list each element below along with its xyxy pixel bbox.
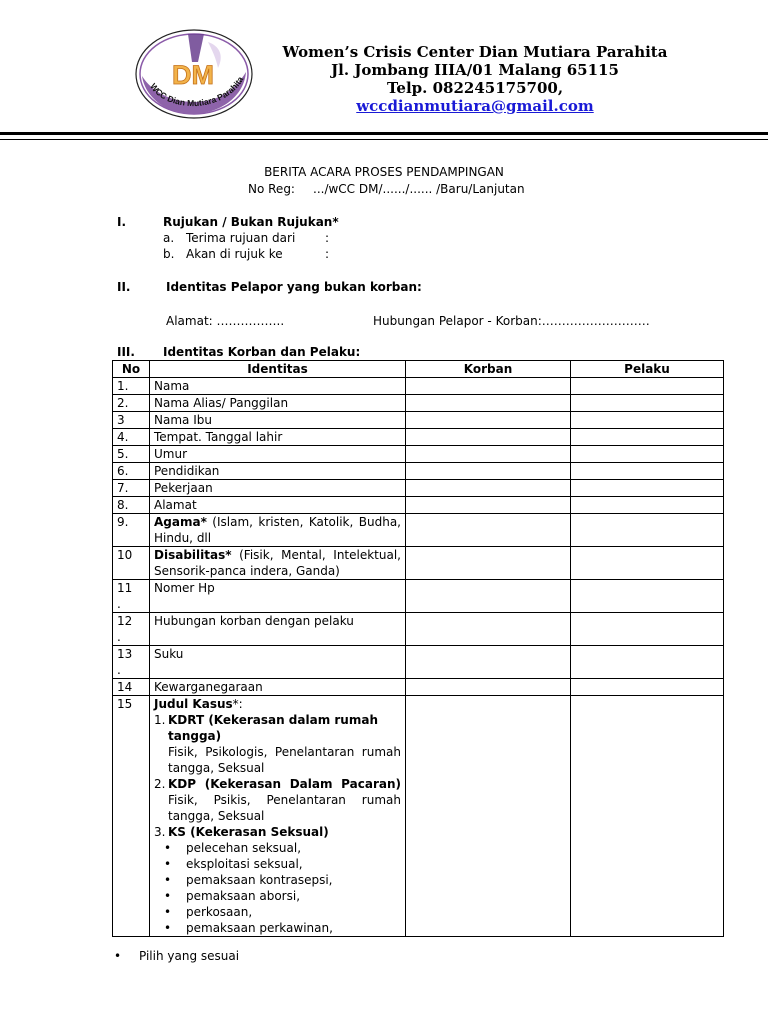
row-number-main: 11: [117, 581, 133, 595]
org-email-link[interactable]: wccdianmutiara@gmail.com: [356, 97, 594, 115]
case-item-detail: Fisik, Psikologis, Penelantaran rumah tangga, Seksual: [168, 745, 401, 775]
row-number: 8.: [113, 497, 150, 514]
noreg-label: No Reg:: [248, 182, 295, 196]
row-label: Tempat. Tanggal lahir: [150, 429, 406, 446]
section-2-title: Identitas Pelapor yang bukan korban:: [166, 280, 422, 294]
footnote-text: Pilih yang sesuai: [139, 949, 240, 963]
case-item-detail: Fisik, Psikis, Penelantaran rumah tangga, Seksual: [168, 793, 401, 823]
pelaku-cell[interactable]: [571, 395, 724, 412]
col-header-identitas: Identitas: [150, 361, 406, 378]
korban-cell[interactable]: [406, 679, 571, 696]
row-number: 2.: [113, 395, 150, 412]
table-row: [113, 378, 724, 395]
korban-cell[interactable]: [406, 547, 571, 580]
row-label: Nama Alias/ Panggilan: [150, 395, 406, 412]
item-a-colon: :: [325, 231, 330, 245]
case-item-heading: KDRT (Kekerasan dalam rumah tangga): [168, 713, 378, 743]
pelaku-cell[interactable]: [571, 480, 724, 497]
item-b-colon: :: [325, 247, 330, 261]
logo-ring-text: WCC Dian Mutiara Parahita: [148, 74, 246, 109]
table-row: [113, 514, 724, 547]
row-number: 1.: [113, 378, 150, 395]
table-row: [113, 463, 724, 480]
row-number: 5.: [113, 446, 150, 463]
table-row: [113, 446, 724, 463]
pelaku-cell[interactable]: [571, 646, 724, 679]
pelaku-cell[interactable]: [571, 679, 724, 696]
row-label: [150, 514, 406, 547]
row-label: Nama: [150, 378, 406, 395]
row-number: 14: [113, 679, 150, 696]
section-1-number: I.: [117, 215, 127, 229]
letterhead: [260, 43, 690, 115]
section-1-title: Rujukan / Bukan Rujukan*: [163, 215, 339, 229]
list-item: • pemaksaan kontrasepsi,: [164, 872, 401, 888]
row-number: 15: [113, 696, 150, 937]
row-number: [113, 613, 150, 646]
case-type-title-suffix: *:: [232, 697, 243, 711]
table-row: [113, 480, 724, 497]
row-number: [113, 580, 150, 613]
row-label-options: (Fisik, Mental, Intelektual, Sensorik-panca indera, Ganda): [154, 548, 401, 578]
pelaku-cell[interactable]: [571, 514, 724, 547]
org-name: Women’s Crisis Center Dian Mutiara Parahita: [282, 43, 668, 61]
pelaku-cell[interactable]: [571, 446, 724, 463]
section-3-number: III.: [117, 345, 135, 359]
row-label: Umur: [150, 446, 406, 463]
pelaku-cell[interactable]: [571, 412, 724, 429]
footnote-bullet-icon: •: [114, 949, 122, 963]
section-2-number: II.: [117, 280, 131, 294]
section-3-title: Identitas Korban dan Pelaku:: [163, 345, 361, 359]
pelaku-cell[interactable]: [571, 463, 724, 480]
row-label: Pekerjaan: [150, 480, 406, 497]
item-b-letter: b.: [163, 247, 175, 261]
row-number: 4.: [113, 429, 150, 446]
document-title: BERITA ACARA PROSES PENDAMPINGAN: [264, 165, 504, 179]
reporter-address-field: Alamat: ……………..: [166, 314, 285, 328]
pelaku-cell[interactable]: [571, 696, 724, 937]
pelaku-cell[interactable]: [571, 547, 724, 580]
korban-cell[interactable]: [406, 497, 571, 514]
reporter-relation-field: Hubungan Pelapor - Korban:………………………: [373, 314, 650, 328]
case-item-heading: KDP (Kekerasan Dalam Pacaran): [168, 777, 401, 791]
case-item-number: 3.: [154, 825, 166, 839]
row-number: [113, 646, 150, 679]
table-row: [113, 613, 724, 646]
list-item: • perkosaan,: [164, 904, 401, 920]
row-label: Kewarganegaraan: [150, 679, 406, 696]
row-label-options: (Islam, kristen, Katolik, Budha, Hindu, dll: [154, 515, 401, 545]
table-row-case-type: [113, 696, 724, 937]
korban-cell[interactable]: [406, 446, 571, 463]
case-item-ks: [154, 824, 401, 840]
list-item: • pemaksaan perkawinan,: [164, 920, 401, 936]
row-number-dot: .: [117, 630, 121, 644]
case-item-number: 2.: [154, 777, 166, 791]
row-number-main: 12: [117, 614, 133, 628]
row-number-main: 13: [117, 647, 133, 661]
case-type-title-bold: Judul Kasus: [154, 697, 233, 711]
row-label: Alamat: [150, 497, 406, 514]
org-phone: Telp. 082245175700,: [386, 79, 564, 97]
row-label: Nama Ibu: [150, 412, 406, 429]
korban-cell[interactable]: [406, 580, 571, 613]
col-header-pelaku: Pelaku: [571, 361, 724, 378]
org-address: Jl. Jombang IIIA/01 Malang 65115: [331, 61, 619, 79]
case-type-title: [154, 696, 401, 712]
row-label-bold: Disabilitas*: [154, 548, 232, 562]
pelaku-cell[interactable]: [571, 378, 724, 395]
row-number: 3: [113, 412, 150, 429]
korban-cell[interactable]: [406, 412, 571, 429]
col-header-no: No: [113, 361, 150, 378]
table-row: [113, 412, 724, 429]
row-label: Hubungan korban dengan pelaku: [150, 613, 406, 646]
list-item: • pemaksaan aborsi,: [164, 888, 401, 904]
pelaku-cell[interactable]: [571, 613, 724, 646]
korban-cell[interactable]: [406, 480, 571, 497]
table-row: [113, 395, 724, 412]
pelaku-cell[interactable]: [571, 497, 724, 514]
list-item: • pelecehan seksual,: [164, 840, 401, 856]
korban-cell[interactable]: [406, 514, 571, 547]
korban-cell[interactable]: [406, 395, 571, 412]
row-label: [150, 547, 406, 580]
case-item-kdp: [154, 776, 401, 824]
table-row: [113, 646, 724, 679]
case-type-cell: [150, 696, 406, 937]
wcc-logo: [134, 28, 254, 120]
row-number-dot: .: [117, 597, 121, 611]
item-a-letter: a.: [163, 231, 175, 245]
item-a-label: Terima rujuan dari: [186, 231, 296, 245]
list-item: • eksploitasi seksual,: [164, 856, 401, 872]
row-number-dot: .: [117, 663, 121, 677]
logo-initials: DM: [172, 60, 214, 90]
ks-subtype-list: [154, 840, 401, 936]
row-number: 6.: [113, 463, 150, 480]
row-number: 9.: [113, 514, 150, 547]
noreg-value: .../wCC DM/....../...... /Baru/Lanjutan: [313, 182, 525, 196]
korban-cell[interactable]: [406, 613, 571, 646]
item-b-label: Akan di rujuk ke: [186, 247, 283, 261]
table-row: [113, 497, 724, 514]
header-divider: [0, 132, 768, 135]
identity-table: [112, 360, 724, 937]
col-header-korban: Korban: [406, 361, 571, 378]
row-number: 7.: [113, 480, 150, 497]
table-row: [113, 429, 724, 446]
row-label: Suku: [150, 646, 406, 679]
korban-cell[interactable]: [406, 646, 571, 679]
row-label-bold: Agama*: [154, 515, 207, 529]
table-header-row: [113, 361, 724, 378]
case-item-number: 1.: [154, 713, 166, 727]
case-item-kdrt: [154, 712, 401, 776]
korban-cell[interactable]: [406, 696, 571, 937]
row-number: 10: [113, 547, 150, 580]
table-row: [113, 547, 724, 580]
table-row: [113, 580, 724, 613]
pelaku-cell[interactable]: [571, 580, 724, 613]
table-row: [113, 679, 724, 696]
case-item-heading: KS (Kekerasan Seksual): [168, 825, 329, 839]
korban-cell[interactable]: [406, 378, 571, 395]
row-label: Nomer Hp: [150, 580, 406, 613]
header-divider-thin: [0, 139, 768, 140]
pelaku-cell[interactable]: [571, 429, 724, 446]
korban-cell[interactable]: [406, 463, 571, 480]
row-label: Pendidikan: [150, 463, 406, 480]
korban-cell[interactable]: [406, 429, 571, 446]
